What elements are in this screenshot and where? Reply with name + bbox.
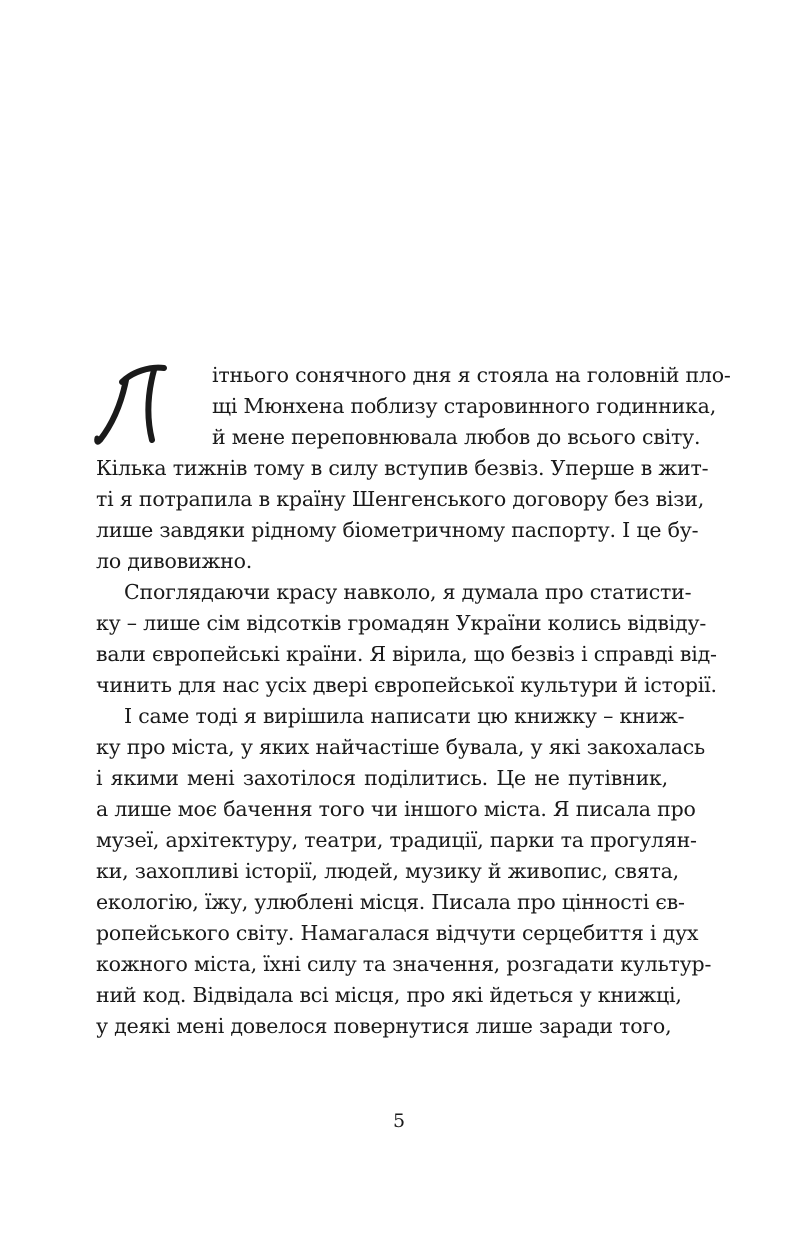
text-line: І саме тоді я вирішила написати цю книжку – книж- [124, 704, 685, 728]
text-line: ку про міста, у яких найчастіше бувала, у які закохалась [96, 735, 705, 759]
text-line: музеї, архітектуру, театри, традиції, парки та прогулян- [96, 828, 697, 852]
text-line: Кілька тижнів тому в силу вступив безвіз. Уперше в жит- [96, 456, 709, 480]
text-line: ті я потрапила в країну Шенгенського договору без візи, [96, 487, 705, 511]
text-line: Споглядаючи красу навколо, я думала про статисти- [124, 580, 692, 604]
drop-cap-glyph [92, 360, 172, 450]
text-line: щі Мюнхена поблизу старовинного годинника, [212, 394, 717, 418]
text-line: ло дивовижно. [96, 549, 253, 573]
text-line: ку – лише сім відсотків громадян України колись відвіду- [96, 611, 707, 635]
text-line: чинить для нас усіх двері європейської культури й історії. [96, 673, 717, 697]
text-line: екологію, їжу, улюблені місця. Писала про цінності єв- [96, 890, 685, 914]
text-line: ки, захопливі історії, людей, музику й живопис, свята, [96, 859, 679, 883]
text-line: у деякі мені довелося повернутися лише заради того, [96, 1014, 672, 1038]
text-line: і якими мені захотілося поділитись. Це не путівник, [96, 766, 668, 790]
page-number: 5 [392, 1110, 406, 1132]
text-line: ропейського світу. Намагалася відчути серцебиття і дух [96, 921, 699, 945]
text-line: вали європейські країни. Я вірила, що безвіз і справді від- [96, 642, 717, 666]
text-line: а лише моє бачення того чи іншого міста. Я писала про [96, 797, 696, 821]
text-line: кожного міста, їхні силу та значення, розгадати культур- [96, 952, 712, 976]
text-line: лише завдяки рідному біометричному паспорту. І це бу- [96, 518, 699, 542]
text-line: й мене переповнювала любов до всього світу. [212, 425, 701, 449]
drop-cap-letter [92, 360, 172, 450]
text-line: ітнього сонячного дня я стояла на головній пло- [212, 363, 731, 387]
text-line: ний код. Відвідала всі місця, про які йдеться у книжці, [96, 983, 682, 1007]
